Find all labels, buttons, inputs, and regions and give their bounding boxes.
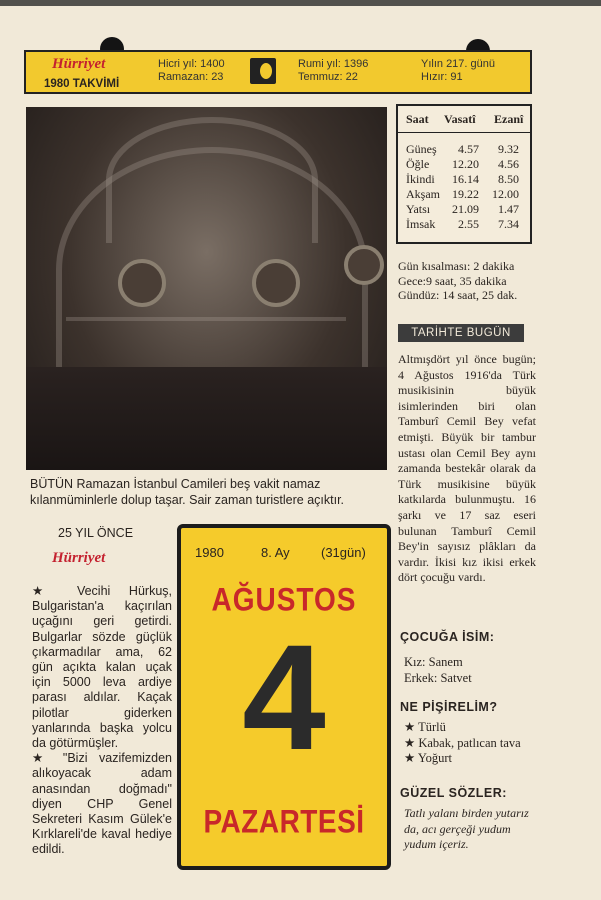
card-month-number: 8. Ay <box>261 545 290 560</box>
cocuga-isim-list <box>404 654 472 686</box>
table-row: Akşam 19.22 12.00 <box>406 187 519 201</box>
tarihte-bugun-title: TARİHTE BUGÜN <box>398 324 524 342</box>
table-header-vasati: Vasatî <box>444 112 476 126</box>
header-subtitle: 1980 TAKVİMİ <box>44 78 120 90</box>
hizir-day: Hızır: 91 <box>421 71 463 83</box>
list-item: ★ Türlü <box>404 720 446 734</box>
girl-name: Kız: Sanem <box>404 655 463 669</box>
menu-list <box>404 720 521 767</box>
table-row: İmsak 2.55 7.34 <box>406 217 519 231</box>
temmuz-day: Temmuz: 22 <box>298 71 358 83</box>
day-shortening: Gün kısalması: 2 dakika <box>398 259 515 273</box>
photo-caption <box>30 476 390 508</box>
news-item-2: ★ "Bizi vazifemizden alıkoyacak adam anasından doğmadı" diyen CHP Genel Sekreteri Kasım Gülek'e Kırklareli'de kaval hediye edildi. <box>32 751 172 857</box>
yil-once-logo: Hürriyet <box>52 550 106 566</box>
list-item: ★ Kabak, patlıcan tava <box>404 735 521 750</box>
yil-once-title: 25 YIL ÖNCE <box>58 526 134 540</box>
guzel-sozler-text: Tatlı yalanı birden yutarız da, acı gerçeği yudum yudum içeriz. <box>404 806 529 851</box>
table-row: Güneş 4.57 9.32 <box>406 142 519 156</box>
moon-phase-icon <box>250 58 276 84</box>
card-day-count: (31gün) <box>321 545 366 560</box>
calendar-header <box>24 50 532 94</box>
tarihte-bugun-body: Altmışdört yıl önce bugün; 4 Ağustos 1916'da Türk musikisinin büyük isimlerinden biri olan Tamburî Cemil Bey vefat etmişti. Büyük bir tambur ustası olan Cemil Bey aynı zamanda bestekâr olarak da Türk musikisine büyük katkılarda bulunmuştu. 16 şarkı ve 17 saz eseri bulunan Tamburî Cemil Bey'in sayısız plâkları da vardır. İkisi kız ikisi erkek dört çocuğu vardı. <box>398 352 536 585</box>
hicri-year: Hicri yıl: 1400 <box>158 58 225 70</box>
caption-line-1: BÜTÜN Ramazan İstanbul Camileri beş vakit namaz <box>30 477 321 491</box>
table-row: İkindi 16.14 8.50 <box>406 172 519 186</box>
night-length: Gece:9 saat, 35 dakika <box>398 273 507 288</box>
guzel-sozler-title: GÜZEL SÖZLER: <box>400 786 507 800</box>
prayer-times-table <box>396 104 532 244</box>
yilin-gunu: Yılın 217. günü <box>421 58 496 70</box>
hurriyet-logo: Hürriyet <box>52 56 106 72</box>
rumi-year: Rumi yıl: 1396 <box>298 58 369 70</box>
day-length-info <box>398 259 538 303</box>
cocuga-isim-title: ÇOCUĞA İSİM: <box>400 630 495 644</box>
table-row: Yatsı 21.09 1.47 <box>406 202 519 216</box>
top-edge-shadow <box>0 0 601 6</box>
news-item-1: ★ Vecihi Hürkuş, Bulgaristan'a kaçırılan uçağını geri getirdi. Bulgarlar sözde güçlük çıkarmadılar ama, 62 gün açıkta kalan uçak için 5000 leva ardiye parası aldılar. Kaçak pilotlar giderken yanlarında başka yolcu da götürmüşler. <box>32 584 172 751</box>
boy-name: Erkek: Satvet <box>404 671 472 685</box>
ramazan-day: Ramazan: 23 <box>158 71 224 83</box>
table-header-saat: Saat <box>406 112 429 126</box>
card-month: AĞUSTOS <box>211 581 357 618</box>
caption-line-2: kılanmüminlerle dolup taşar. Sair zaman turistlere açıktır. <box>30 493 345 507</box>
date-card <box>177 524 391 870</box>
ne-pisirelim-title: NE PİŞİRELİM? <box>400 700 498 714</box>
card-weekday: PAZARTESİ <box>203 803 365 840</box>
list-item: ★ Yoğurt <box>404 751 453 765</box>
yil-once-news <box>32 584 172 858</box>
mosque-interior-photo <box>26 107 387 470</box>
table-row: Öğle 12.20 4.56 <box>406 157 519 171</box>
card-day: 4 <box>242 613 326 781</box>
daytime-length: Gündüz: 14 saat, 25 dak. <box>398 288 518 302</box>
card-year: 1980 <box>195 545 224 560</box>
table-header-ezani: Ezanî <box>494 112 524 126</box>
